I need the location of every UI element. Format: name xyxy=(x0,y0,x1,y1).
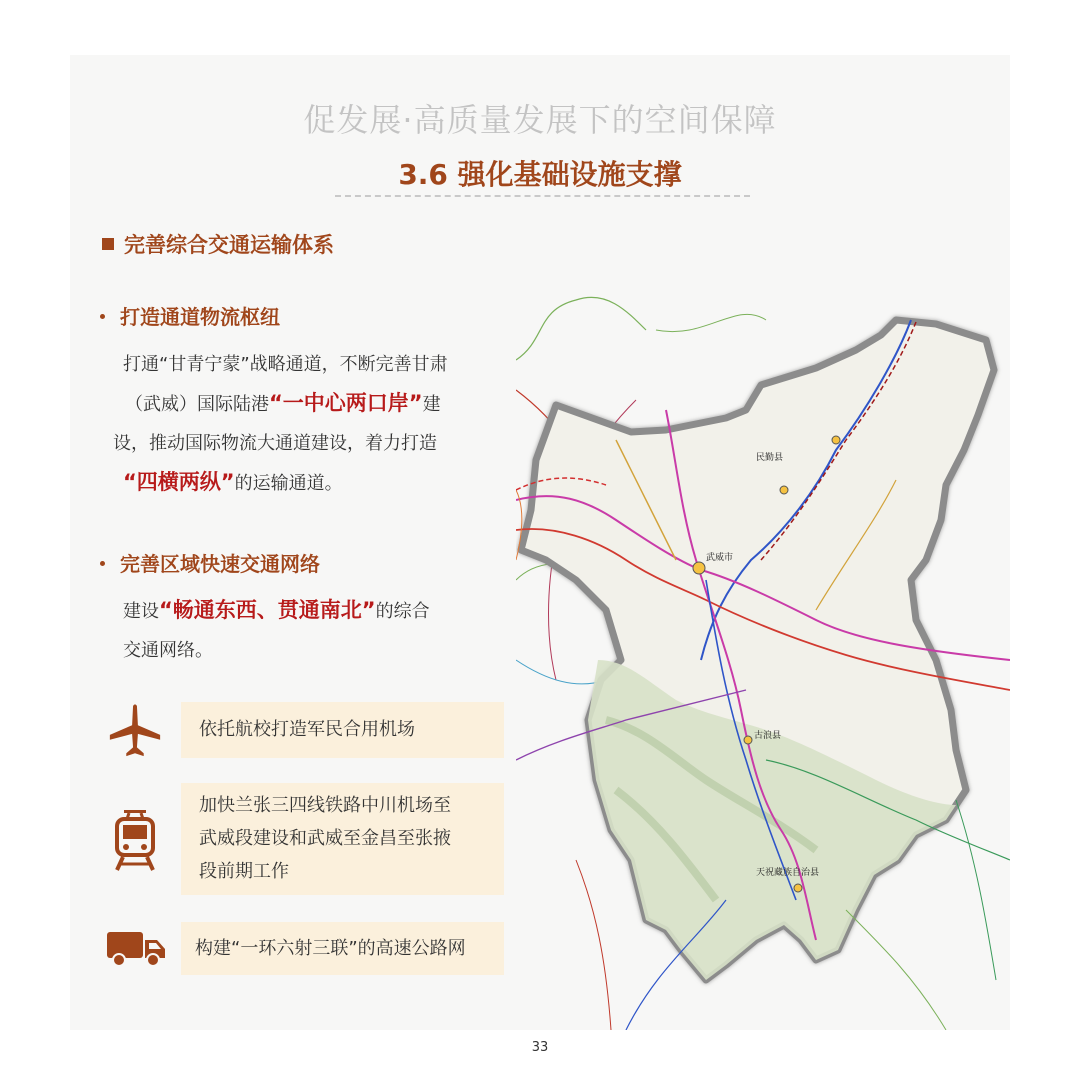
feature-text: 段前期工作 xyxy=(199,861,289,882)
section-heading-text: 完善综合交通运输体系 xyxy=(124,233,334,257)
paragraph-line: 交通网络。 xyxy=(123,640,213,661)
page-title: 3.6 强化基础设施支撑 xyxy=(398,158,682,191)
line-text: 的综合 xyxy=(375,601,430,622)
feature-text: 依托航校打造军民合用机场 xyxy=(199,719,415,740)
feature-text: 武威段建设和武威至金昌至张掖 xyxy=(199,828,451,849)
line-text: （武威）国际陆港 xyxy=(125,394,269,415)
road-line xyxy=(956,800,996,980)
line-text: 建设 xyxy=(123,601,159,622)
city-label-minqin: 民勤县 xyxy=(756,453,784,463)
paragraph-line xyxy=(123,384,448,424)
road-line xyxy=(656,314,766,331)
road-line xyxy=(576,860,611,1030)
title-divider xyxy=(335,195,750,197)
feature-box-railway xyxy=(181,783,504,895)
city-label-gulang: 古浪县 xyxy=(754,731,782,741)
section-heading xyxy=(102,229,334,259)
city-label-wuwei: 武威市 xyxy=(706,553,734,563)
road-line xyxy=(516,297,646,360)
subsection-title-2 xyxy=(100,548,320,577)
city-dot xyxy=(794,884,802,892)
page-panel xyxy=(70,55,1010,1030)
feature-text: 加快兰张三四线铁路中川机场至 xyxy=(199,795,451,816)
highlight-text: “四横两纵” xyxy=(123,470,235,494)
subsection-title-1 xyxy=(100,301,280,330)
city-dot xyxy=(693,562,705,574)
city-label-tianzhu: 天祝藏族自治县 xyxy=(756,868,820,878)
highlight-text: “畅通东西、贯通南北” xyxy=(159,598,376,622)
subsection-paragraph-1 xyxy=(113,345,448,503)
city-dot xyxy=(832,436,840,444)
paragraph-line xyxy=(123,591,430,631)
square-bullet-icon xyxy=(102,238,114,250)
truck-icon xyxy=(107,930,167,968)
road-line xyxy=(516,660,606,684)
paragraph-line: 打通“甘青宁蒙”战略通道，不断完善甘肃 xyxy=(123,354,448,375)
city-dot xyxy=(744,736,752,744)
train-icon xyxy=(113,810,157,872)
subsection-paragraph-2 xyxy=(123,591,430,670)
dot-bullet-icon xyxy=(100,314,105,319)
subsection-title-text: 完善区域快速交通网络 xyxy=(120,552,320,576)
paragraph-line: 设，推动国际物流大通道建设，着力打造 xyxy=(113,433,437,454)
feature-box-highway xyxy=(181,922,504,975)
subsection-title-text: 打造通道物流枢纽 xyxy=(120,305,280,329)
road-line xyxy=(846,910,946,1030)
dot-bullet-icon xyxy=(100,561,105,566)
feature-text: 构建“一环六射三联”的高速公路网 xyxy=(195,938,466,959)
highlight-text: “一中心两口岸” xyxy=(269,391,423,415)
paragraph-line xyxy=(123,463,448,503)
feature-box-airport xyxy=(181,702,504,758)
transport-network-map xyxy=(516,260,1010,1030)
city-dot xyxy=(780,486,788,494)
line-text: 建 xyxy=(422,394,441,415)
airplane-icon xyxy=(106,702,164,760)
line-text: 的运输通道。 xyxy=(234,473,343,494)
page-supertitle: 促发展·高质量发展下的空间保障 xyxy=(303,101,777,139)
page-number: 33 xyxy=(531,1040,549,1055)
